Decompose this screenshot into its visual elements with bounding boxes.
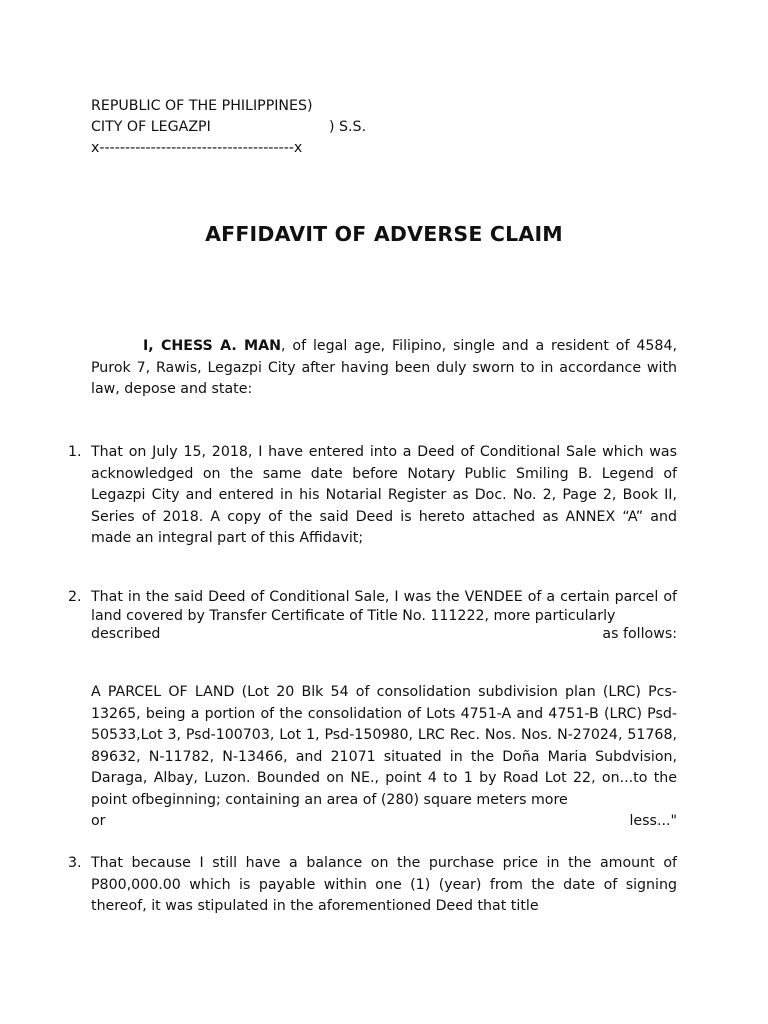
parcel-last-line xyxy=(91,811,677,833)
header-divider: x--------------------------------------x xyxy=(91,140,303,156)
affiant-name: I, CHESS A. MAN xyxy=(143,338,282,354)
item-2-last-line xyxy=(91,625,677,644)
item-2-number: 2. xyxy=(68,589,82,605)
header-city xyxy=(91,117,367,138)
header-republic: REPUBLIC OF THE PHILIPPINES) xyxy=(91,98,313,114)
item-2-body: That in the said Deed of Conditional Sale, I was the VENDEE of a certain parcel of land covered by Transfer Certificate of Title No. 111222, more particularly xyxy=(91,589,677,624)
item-3-number: 3. xyxy=(68,855,82,871)
item-1-text: That on July 15, 2018, I have entered into a Deed of Conditional Sale which was acknowledged on the same date before Notary Public Smiling B. Legend of Legazpi City and entered in his Notarial Register as Doc. No. 2, Page 2, Book II, Series of 2018. A copy of the said Deed is hereto attached as ANNEX “A” and made an integral part of this Affidavit; xyxy=(91,444,677,546)
header-ss: ) S.S. xyxy=(329,119,367,135)
parcel-description xyxy=(91,682,677,833)
item-2-as-follows: as follows: xyxy=(602,626,677,642)
parcel-text: A PARCEL OF LAND (Lot 20 Blk 54 of consolidation subdivision plan (LRC) Pcs-13265, being a portion of the consolidation of Lots 4751-A and 4751-B (LRC) Psd-50533,Lot 3, Psd-100703, Lot 1, Psd-150980, LRC Rec. Nos. Nos. N-27024, 51768, 89632, N-11782, N-13466, and 21071 situated in the Doña Maria Subdvision, Daraga, Albay, Luzon. Bounded on NE., point 4 to 1 by Road Lot 22, on...to the point ofbeginning; containing an area of (280) square meters more xyxy=(91,684,677,808)
parcel-less: less..." xyxy=(629,813,677,829)
item-2-text xyxy=(91,588,677,644)
intro-text: , of legal age, Filipino, single and a resident of 4584, Purok 7, Rawis, Legazpi City after having been duly sworn to in accordance with law, depose and state: xyxy=(91,338,677,397)
intro-paragraph xyxy=(91,336,677,401)
item-3-text: That because I still have a balance on the purchase price in the amount of P800,000.00 which is payable within one (1) (year) from the date of signing thereof, it was stipulated in the aforementioned Deed that title xyxy=(91,855,677,914)
item-2-described: described xyxy=(91,626,161,642)
parcel-or: or xyxy=(91,813,106,829)
item-1-number: 1. xyxy=(68,444,82,460)
header-city-label: CITY OF LEGAZPI xyxy=(91,119,211,135)
document-title: AFFIDAVIT OF ADVERSE CLAIM xyxy=(205,222,563,246)
